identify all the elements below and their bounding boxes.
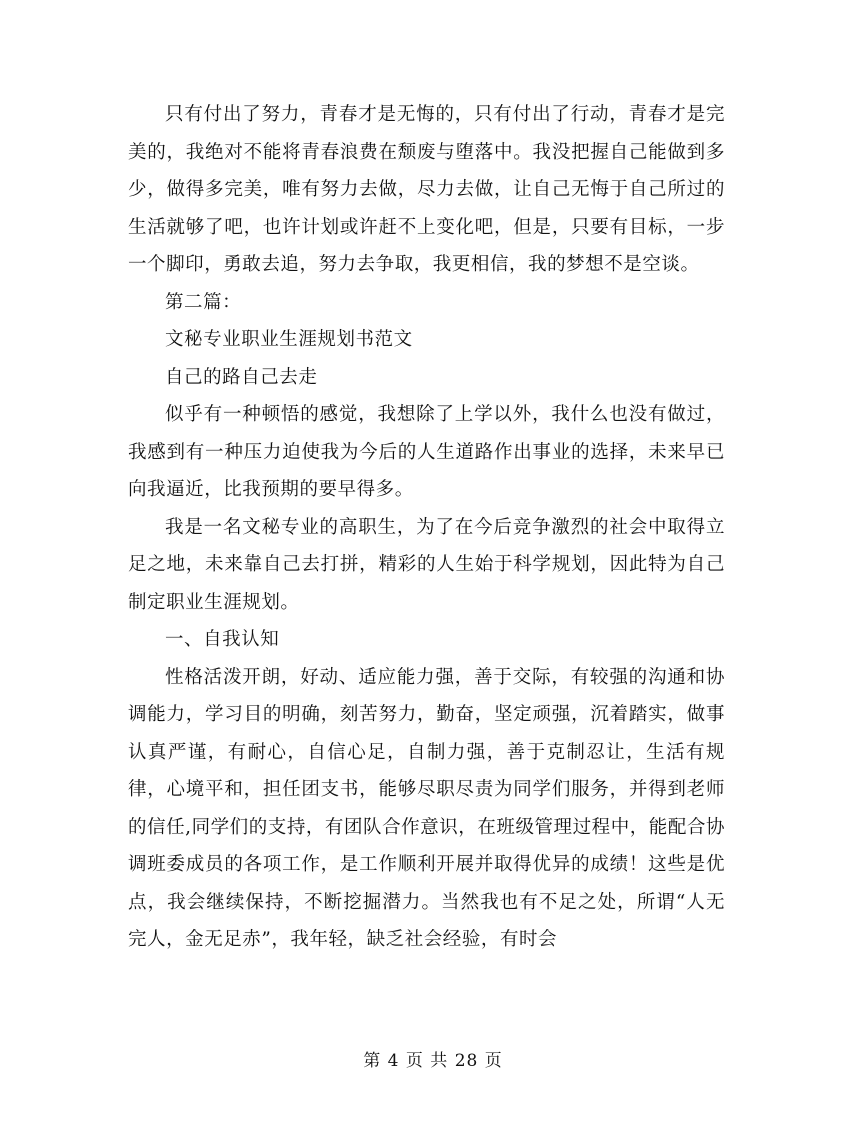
page-number-label: 第 4 页 共 28 页 — [363, 1051, 503, 1071]
paragraph-introduction: 似乎有一种顿悟的感觉，我想除了上学以外，我什么也没有做过，我感到有一种压力迫使我为今后的人生道路作出事业的选择，未来早已向我逼近，比我预期的要早得多。 — [128, 404, 725, 500]
paragraph-closing-reflection: 只有付出了努力，青春才是无悔的，只有付出了行动，青春才是完美的，我绝对不能将青春浪费在颓废与堕落中。我没把握自己能做到多少，做得多完美，唯有努力去做，尽力去做，让自己无悔于自己所过的生活就够了吧，也许计划或许赶不上变化吧，但是，只要有目标，一步一个脚印，勇敢去追，努力去争取，我更相信，我的梦想不是空谈。 — [128, 104, 725, 275]
heading-self-awareness: 一、自我认知 — [165, 629, 280, 650]
page-footer — [0, 1046, 866, 1071]
paragraph-personality: 性格活泼开朗，好动、适应能力强，善于交际，有较强的沟通和协调能力，学习目的明确，刻苦努力，勤奋，坚定顽强，沉着踏实，做事认真严谨，有耐心，自信心足，自制力强，善于克制忍让，生活有规律，心境平和，担任团支书，能够尽职尽责为同学们服务，并得到老师的信任,同学们的支持，有团队合作意识，在班级管理过程中，能配合协调班委成员的各项工作，是工作顺利开展并取得优异的成绩！这些是优点，我会继续保持，不断挖掘潜力。当然我也有不足之处，所谓“人无完人，金无足赤”，我年轻，缺乏社会经验，有时会 — [128, 666, 725, 950]
document-subtitle: 自己的路自己去走 — [165, 366, 318, 388]
document-body — [128, 96, 725, 959]
paragraph-self-statement: 我是一名文秘专业的高职生，为了在今后竞争激烈的社会中取得立足之地，未来靠自己去打拼，精彩的人生始于科学规划，因此特为自己制定职业生涯规划。 — [128, 516, 725, 613]
section-label-part-two: 第二篇： — [165, 291, 242, 313]
document-title: 文秘专业职业生涯规划书范文 — [165, 329, 413, 350]
